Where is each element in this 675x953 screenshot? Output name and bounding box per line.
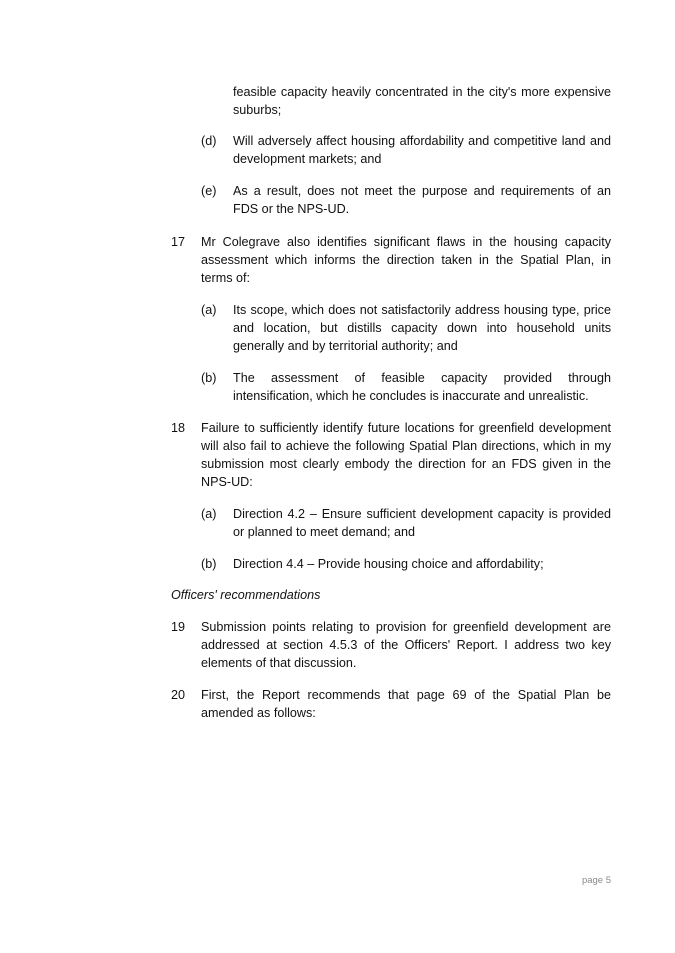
item-text-17a: Its scope, which does not satisfactorily address housing type, price and location, but distills capacity down into household units generally and by territorial authority; and (233, 303, 611, 353)
item-label-18b: (b) (201, 557, 217, 571)
item-text-18a: Direction 4.2 – Ensure sufficient development capacity is provided or planned to meet demand; and (233, 507, 611, 539)
item-label-18a: (a) (201, 507, 217, 521)
para-number-17: 17 (171, 235, 186, 249)
para-text-20: First, the Report recommends that page 69 of the Spatial Plan be amended as follows: (201, 688, 611, 720)
item-label-17b: (b) (201, 371, 217, 385)
item-label-d: (d) (201, 134, 217, 148)
item-text-17b: The assessment of feasible capacity provided through intensification, which he concludes is inaccurate and unrealistic. (233, 371, 611, 403)
continuation-text: feasible capacity heavily concentrated in the city's more expensive suburbs; (233, 85, 611, 117)
para-text-18: Failure to sufficiently identify future locations for greenfield development will also fail to achieve the following Spatial Plan directions, which in my submission most clearly embody the direction for an FDS given in the NPS-UD: (201, 421, 611, 489)
item-label-17a: (a) (201, 303, 217, 317)
section-heading: Officers' recommendations (171, 588, 321, 602)
para-text-19: Submission points relating to provision for greenfield development are addressed at section 4.5.3 of the Officers' Report. I address two key elements of that discussion. (201, 620, 611, 670)
page-number: page 5 (581, 875, 611, 886)
item-label-e: (e) (201, 184, 217, 198)
para-number-18: 18 (171, 421, 186, 435)
item-text-18b: Direction 4.4 – Provide housing choice and affordability; (233, 557, 544, 571)
item-text-d: Will adversely affect housing affordability and competitive land and development markets; and (233, 134, 611, 166)
para-number-19: 19 (171, 620, 186, 634)
para-number-20: 20 (171, 688, 186, 702)
item-text-e: As a result, does not meet the purpose and requirements of an FDS or the NPS-UD. (233, 184, 611, 216)
para-text-17: Mr Colegrave also identifies significant flaws in the housing capacity assessment which informs the direction taken in the Spatial Plan, in terms of: (201, 235, 611, 285)
